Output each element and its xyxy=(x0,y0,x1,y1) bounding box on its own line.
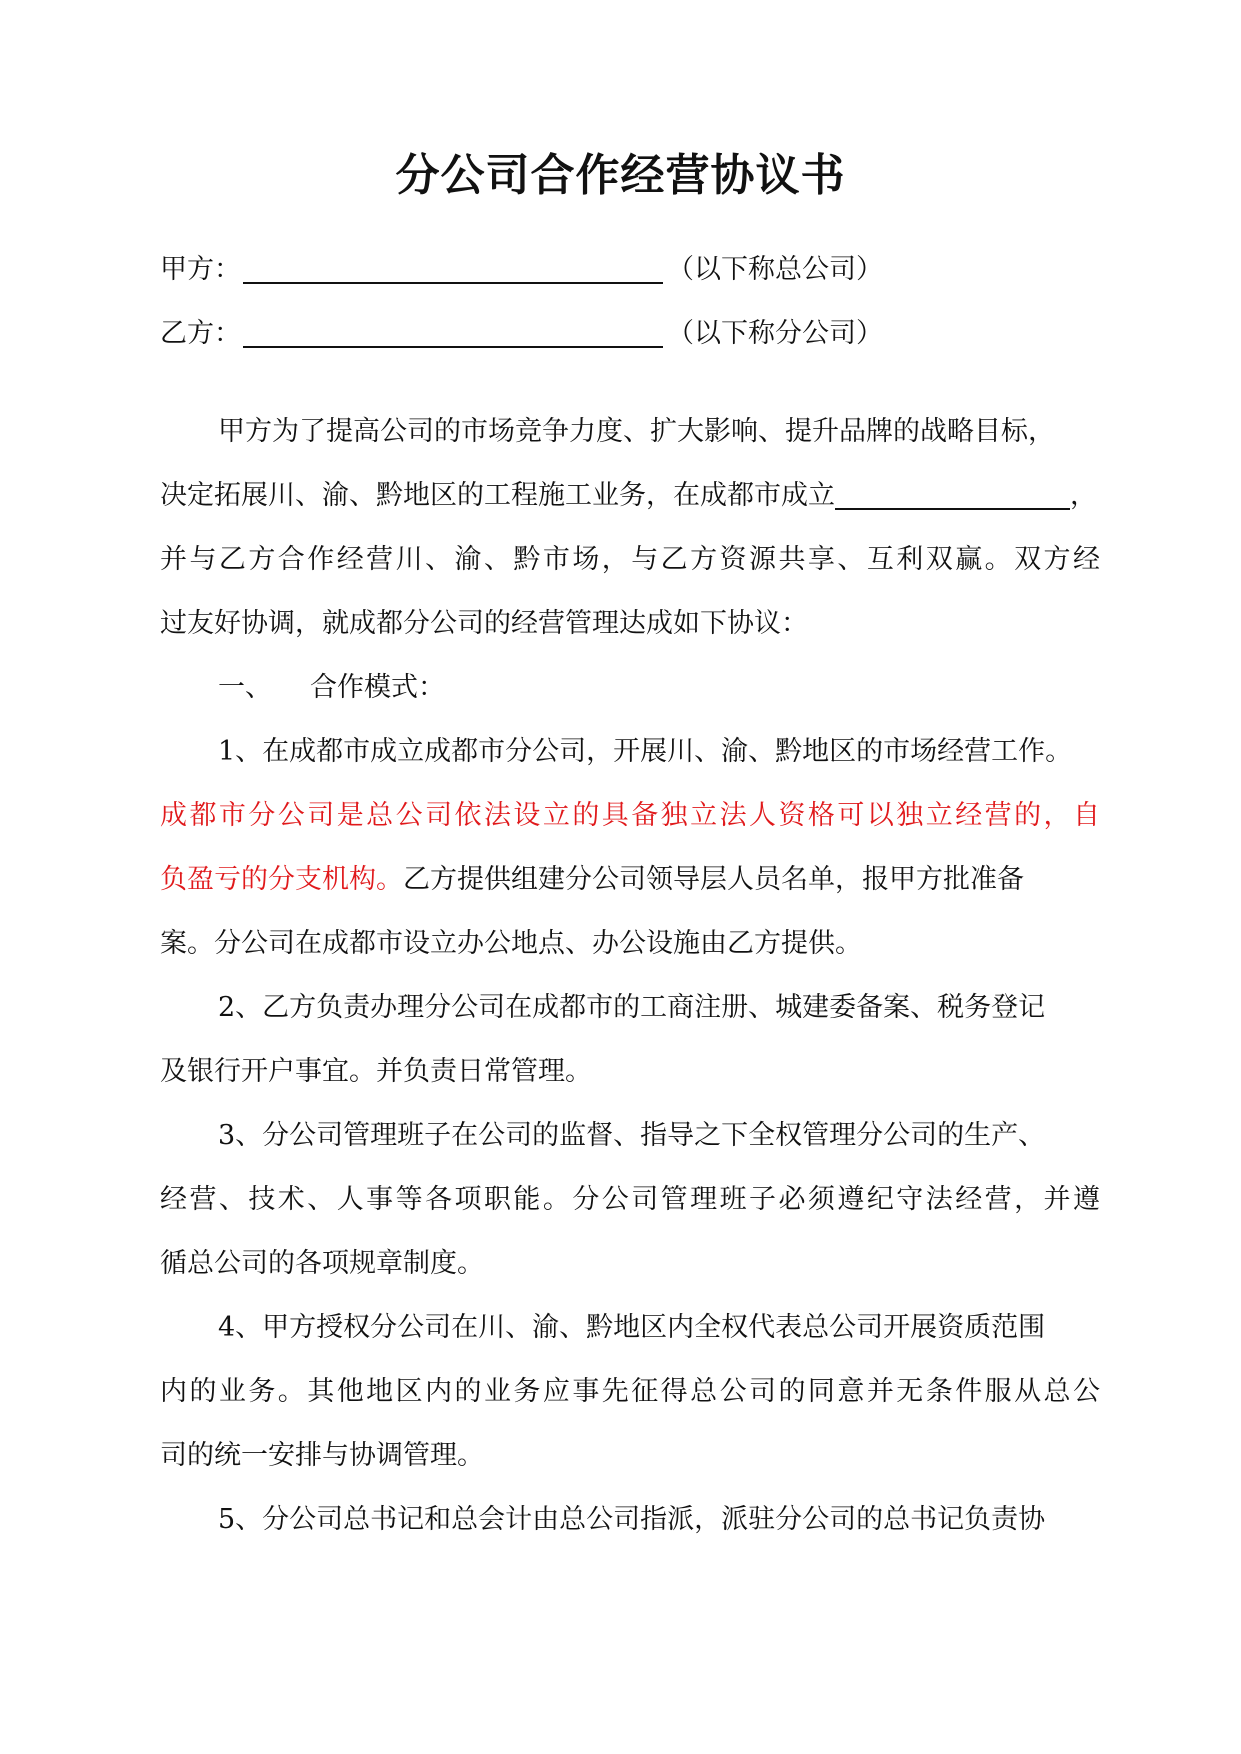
party-b-suffix: （以下称分公司） xyxy=(667,318,883,349)
section-1-label: 合作模式： xyxy=(310,672,445,703)
section-1-heading xyxy=(218,670,445,706)
item-1-line-2: 成都市分公司是总公司依法设立的具备独立法人资格可以独立经营的，自 xyxy=(160,800,1100,831)
item-1-line-4: 案。分公司在成都市设立办公地点、办公设施由乙方提供。 xyxy=(160,928,862,959)
party-b-line xyxy=(160,316,883,352)
section-1-number: 一、 xyxy=(218,672,272,703)
item-3-line-1: 3、分公司管理班子在公司的监督、指导之下全权管理分公司的生产、 xyxy=(218,1120,1046,1151)
party-b-blank xyxy=(243,316,663,348)
party-a-label: 甲方： xyxy=(160,254,241,285)
intro-line-2-comma: ， xyxy=(1070,480,1097,511)
item-1-line-3 xyxy=(160,862,1024,898)
item-4-line-2: 内的业务。其他地区内的业务应事先征得总公司的同意并无条件服从总公 xyxy=(160,1376,1100,1407)
intro-line-1: 甲方为了提高公司的市场竞争力度、扩大影响、提升品牌的战略目标， xyxy=(218,416,1055,447)
item-3-line-3: 循总公司的各项规章制度。 xyxy=(160,1248,484,1279)
item-1-line-3-red: 负盈亏的分支机构。 xyxy=(160,864,403,895)
intro-line-2-text: 决定拓展川、渝、黔地区的工程施工业务，在成都市成立 xyxy=(160,480,835,511)
item-4-line-1: 4、甲方授权分公司在川、渝、黔地区内全权代表总公司开展资质范围 xyxy=(218,1312,1046,1343)
item-2-line-2: 及银行开户事宜。并负责日常管理。 xyxy=(160,1056,592,1087)
item-2-line-1: 2、乙方负责办理分公司在成都市的工商注册、城建委备案、税务登记 xyxy=(218,992,1046,1023)
branch-name-blank xyxy=(835,478,1070,510)
document-title: 分公司合作经营协议书 xyxy=(395,150,846,201)
item-1-line-1: 1、在成都市成立成都市分公司，开展川、渝、黔地区的市场经营工作。 xyxy=(218,736,1073,767)
intro-line-2 xyxy=(160,478,1135,514)
intro-line-4: 过友好协调，就成都分公司的经营管理达成如下协议： xyxy=(160,608,808,639)
party-a-line xyxy=(160,252,883,288)
item-3-line-2: 经营、技术、人事等各项职能。分公司管理班子必须遵纪守法经营，并遵 xyxy=(160,1184,1100,1215)
party-b-label: 乙方： xyxy=(160,318,241,349)
item-5-line-1: 5、分公司总书记和总会计由总公司指派，派驻分公司的总书记负责协 xyxy=(218,1504,1046,1535)
item-4-line-3: 司的统一安排与协调管理。 xyxy=(160,1440,484,1471)
party-a-suffix: （以下称总公司） xyxy=(667,254,883,285)
item-1-line-3-black: 乙方提供组建分公司领导层人员名单，报甲方批准备 xyxy=(403,864,1024,895)
party-a-blank xyxy=(243,252,663,284)
intro-line-3: 并与乙方合作经营川、渝、黔市场，与乙方资源共享、互利双赢。双方经 xyxy=(160,544,1100,575)
